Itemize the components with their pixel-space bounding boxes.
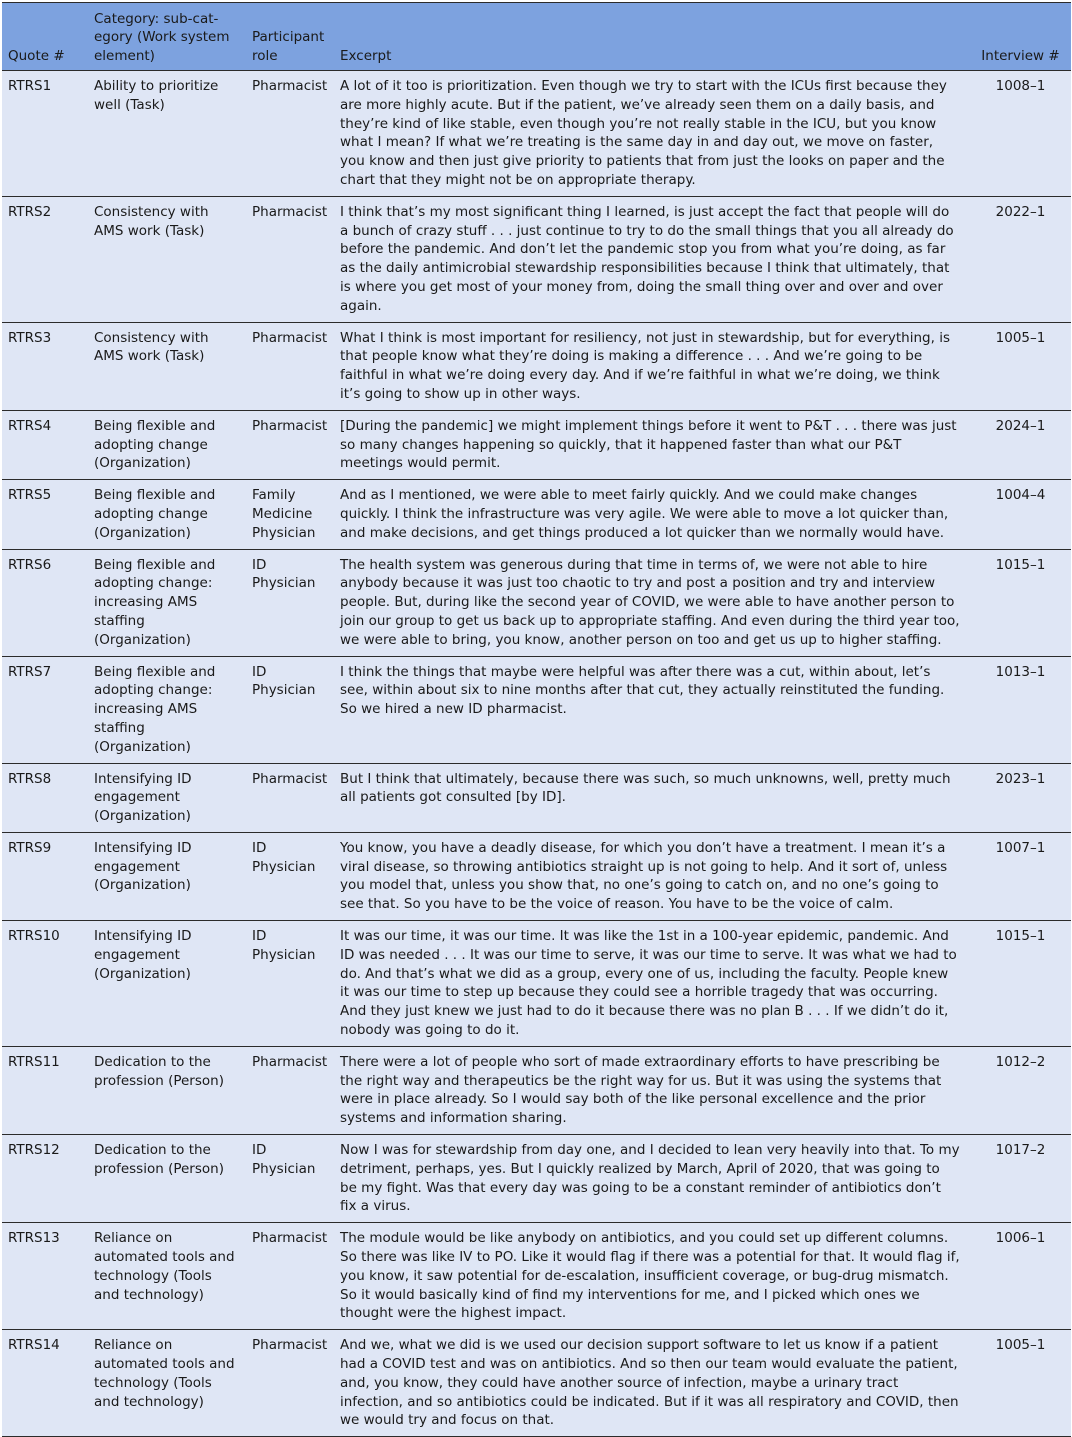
cell-participant-role: Pharmacist [246,1223,334,1330]
cell-interview-number: 2024–1 [970,410,1071,479]
cell-category: Being flexible and adopting change (Organization) [88,480,246,549]
cell-quote-number: RTRS8 [2,763,88,832]
cell-excerpt: What I think is most important for resiliency, not just in stewardship, but for everything, is that people know what they’re doing is making a difference . . . And we’re going to be faithful in what we’re doing every day. And if we’re faithful in what we’re doing, we think it’s going to show up in other ways. [334,322,970,410]
cell-excerpt: There were a lot of people who sort of made extraordinary efforts to have prescribing be the right way and therapeutics be the right way for us. But it was using the systems that were in place already. So I would say both of the like personal excellence and the prior systems and information sharing. [334,1046,970,1134]
table-row [2,921,1071,1047]
table-row [2,196,1071,322]
cell-interview-number: 1005–1 [970,322,1071,410]
cell-interview-number: 2023–1 [970,763,1071,832]
table-row [2,549,1071,656]
cell-participant-role: Pharmacist [246,71,334,197]
cell-interview-number: 1013–1 [970,656,1071,763]
header-excerpt: Excerpt [334,3,970,71]
cell-category: Reliance on automated tools and technology (Tools and technology) [88,1330,246,1437]
header-category: Category: sub-cat-egory (Work system element) [88,3,246,71]
table-row [2,410,1071,479]
cell-category: Consistency with AMS work (Task) [88,322,246,410]
cell-participant-role: Pharmacist [246,1046,334,1134]
quotes-table [2,2,1071,1437]
cell-interview-number: 1008–1 [970,71,1071,197]
cell-excerpt: The health system was generous during that time in terms of, we were not able to hire anybody because it was just too chaotic to try and post a position and try and interview people. But, during like the second year of COVID, we were able to have another person to join our group to get us back up to appropriate staffing. And even during the third year too, we were able to bring, you know, another person on too and get us up to higher staffing. [334,549,970,656]
cell-interview-number: 1006–1 [970,1223,1071,1330]
cell-participant-role: Pharmacist [246,196,334,322]
cell-participant-role: ID Physician [246,832,334,920]
cell-participant-role: ID Physician [246,1135,334,1223]
cell-quote-number: RTRS2 [2,196,88,322]
cell-quote-number: RTRS12 [2,1135,88,1223]
cell-quote-number: RTRS11 [2,1046,88,1134]
cell-quote-number: RTRS6 [2,549,88,656]
cell-category: Intensifying ID engagement (Organization) [88,921,246,1047]
cell-category: Dedication to the profession (Person) [88,1135,246,1223]
cell-quote-number: RTRS7 [2,656,88,763]
table-row [2,832,1071,920]
cell-excerpt: I think that’s my most significant thing I learned, is just accept the fact that people will do a bunch of crazy stuff . . . just continue to try to do the small things that you all already do before the pandemic. And don’t let the pandemic stop you from what you’re doing, as far as the daily antimicrobial stewardship responsibilities because I think that ultimately, that is where you get most of your money from, doing the small thing over and over and over again. [334,196,970,322]
cell-category: Intensifying ID engagement (Organization) [88,763,246,832]
cell-participant-role: Pharmacist [246,410,334,479]
cell-excerpt: A lot of it too is prioritization. Even though we try to start with the ICUs first because they are more highly acute. But if the patient, we’ve already seen them on a daily basis, and they’re kind of like stable, even though you’re not really stable in the ICU, but you know what I mean? If what we’re treating is the same day in and day out, we move on faster, you know and then just give priority to patients that from just the looks on paper and the chart that they might not be on appropriate therapy. [334,71,970,197]
cell-excerpt: You know, you have a deadly disease, for which you don’t have a treatment. I mean it’s a viral disease, so throwing antibiotics straight up is not going to help. And it sort of, unless you model that, unless you show that, no one’s going to catch on, and no one’s going to see that. So you have to be the voice of reason. You have to be the voice of calm. [334,832,970,920]
cell-excerpt: The module would be like anybody on antibiotics, and you could set up different columns. So there was like IV to PO. Like it would flag if there was a potential for that. It would flag if, you know, it saw potential for de-escalation, insufficient coverage, or bug-drug mismatch. So it would basically kind of find my interventions for me, and I picked which ones we thought were the highest impact. [334,1223,970,1330]
table-row [2,1330,1071,1437]
cell-excerpt: Now I was for stewardship from day one, and I decided to lean very heavily into that. To my detriment, perhaps, yes. But I quickly realized by March, April of 2020, that was going to be my fight. Was that every day was going to be a constant reminder of antibiotics don’t fix a virus. [334,1135,970,1223]
cell-category: Intensifying ID engagement (Organization) [88,832,246,920]
header-interview-number: Interview # [970,3,1071,71]
cell-participant-role: ID Physician [246,549,334,656]
cell-quote-number: RTRS9 [2,832,88,920]
cell-category: Being flexible and adopting change (Organization) [88,410,246,479]
header-row [2,3,1071,71]
cell-interview-number: 1015–1 [970,549,1071,656]
table-row [2,763,1071,832]
cell-quote-number: RTRS14 [2,1330,88,1437]
cell-interview-number: 2022–1 [970,196,1071,322]
cell-category: Being flexible and adopting change: increasing AMS staffing (Organization) [88,549,246,656]
cell-participant-role: ID Physician [246,656,334,763]
cell-participant-role: Pharmacist [246,763,334,832]
cell-category: Reliance on automated tools and technology (Tools and technology) [88,1223,246,1330]
cell-participant-role: ID Physician [246,921,334,1047]
table-row [2,1046,1071,1134]
cell-interview-number: 1015–1 [970,921,1071,1047]
table-row [2,480,1071,549]
table-row [2,322,1071,410]
table-row [2,656,1071,763]
cell-category: Being flexible and adopting change: increasing AMS staffing (Organization) [88,656,246,763]
cell-interview-number: 1007–1 [970,832,1071,920]
cell-quote-number: RTRS3 [2,322,88,410]
cell-participant-role: Family Medicine Physician [246,480,334,549]
cell-interview-number: 1017–2 [970,1135,1071,1223]
header-participant-role: Participant role [246,3,334,71]
cell-category: Ability to prioritize well (Task) [88,71,246,197]
cell-interview-number: 1005–1 [970,1330,1071,1437]
cell-category: Dedication to the profession (Person) [88,1046,246,1134]
cell-interview-number: 1012–2 [970,1046,1071,1134]
cell-participant-role: Pharmacist [246,1330,334,1437]
cell-quote-number: RTRS4 [2,410,88,479]
cell-excerpt: I think the things that maybe were helpful was after there was a cut, within about, let’s see, within about six to nine months after that cut, they actually reinstituted the funding. So we hired a new ID pharmacist. [334,656,970,763]
cell-interview-number: 1004–4 [970,480,1071,549]
header-quote-number: Quote # [2,3,88,71]
cell-quote-number: RTRS13 [2,1223,88,1330]
table-row [2,1135,1071,1223]
cell-quote-number: RTRS5 [2,480,88,549]
cell-excerpt: And we, what we did is we used our decision support software to let us know if a patient had a COVID test and was on antibiotics. And so then our team would evaluate the patient, and, you know, they could have another source of infection, maybe a urinary tract infection, and so antibiotics could be indicated. But if it was all respiratory and COVID, then we would try and focus on that. [334,1330,970,1437]
cell-excerpt: [During the pandemic] we might implement things before it went to P&T . . . there was just so many changes happening so quickly, that it happened faster than what our P&T meetings would permit. [334,410,970,479]
cell-participant-role: Pharmacist [246,322,334,410]
cell-category: Consistency with AMS work (Task) [88,196,246,322]
cell-excerpt: It was our time, it was our time. It was like the 1st in a 100-year epidemic, pandemic. And ID was needed . . . It was our time to serve, it was our time to serve. It was what we had to do. And that’s what we did as a group, every one of us, including the faculty. People knew it was our time to step up because they could see a horrible tragedy that was occurring. And they just knew we just had to do it because there was no plan B . . . If we didn’t do it, nobody was going to do it. [334,921,970,1047]
cell-excerpt: But I think that ultimately, because there was such, so much unknowns, well, pretty much all patients got consulted [by ID]. [334,763,970,832]
table-row [2,1223,1071,1330]
cell-quote-number: RTRS10 [2,921,88,1047]
cell-excerpt: And as I mentioned, we were able to meet fairly quickly. And we could make changes quickly. I think the infrastructure was very agile. We were able to move a lot quicker than, and make decisions, and get things produced a lot quicker than we normally would have. [334,480,970,549]
table-row [2,71,1071,197]
cell-quote-number: RTRS1 [2,71,88,197]
